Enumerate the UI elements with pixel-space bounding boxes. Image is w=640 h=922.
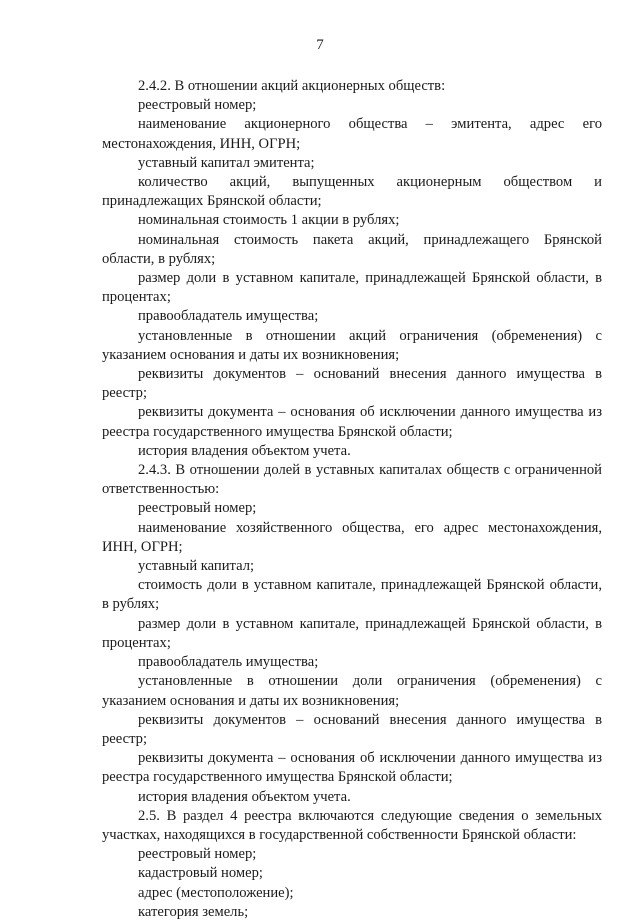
list-item: история владения объектом учета.: [138, 442, 351, 459]
list-item: реквизиты документа – основания об исключении данного имущества из реестра государственного имущества Брянской области;: [102, 750, 602, 786]
list-item: размер доли в уставном капитале, принадлежащей Брянской области, в процентах;: [102, 615, 602, 651]
list-item: правообладатель имущества;: [138, 654, 319, 671]
list-item: история владения объектом учета.: [138, 788, 351, 805]
list-item: реквизиты документов – оснований внесения данного имущества в реестр;: [102, 366, 602, 402]
list-item: реестровый номер;: [138, 500, 257, 517]
list-item: категория земель;: [138, 903, 249, 920]
list-item: количество акций, выпущенных акционерным обществом и принадлежащих Брянской области;: [102, 174, 602, 210]
list-item: реестровый номер;: [138, 846, 257, 863]
list-item: установленные в отношении доли ограничения (обременения) с указанием основания и даты их возникновения;: [102, 673, 602, 709]
section-2-4-3-heading: 2.4.3. В отношении долей в уставных капиталах обществ с ограниченной ответственностью:: [102, 462, 602, 498]
list-item: кадастровый номер;: [138, 865, 263, 882]
list-item: наименование акционерного общества – эмитента, адрес его местонахождения, ИНН, ОГРН;: [102, 116, 602, 152]
section-2-5-heading: 2.5. В раздел 4 реестра включаются следующие сведения о земельных участках, находящихся в государственной собственности Брянской области:: [102, 807, 602, 843]
list-item: реквизиты документа – основания об исключении данного имущества из реестра государственного имущества Брянской области;: [102, 404, 602, 440]
document-body: [102, 77, 602, 922]
list-item: номинальная стоимость 1 акции в рублях;: [138, 212, 400, 229]
list-item: уставный капитал;: [138, 558, 255, 575]
list-item: уставный капитал эмитента;: [138, 154, 315, 171]
list-item: правообладатель имущества;: [138, 308, 319, 325]
list-item: реквизиты документов – оснований внесения данного имущества в реестр;: [102, 711, 602, 747]
list-item: стоимость доли в уставном капитале, принадлежащей Брянской области, в рублях;: [102, 577, 602, 613]
section-2-4-2-heading: 2.4.2. В отношении акций акционерных обществ:: [138, 78, 446, 94]
list-item: размер доли в уставном капитале, принадлежащей Брянской области, в процентах;: [102, 270, 602, 306]
list-item: адрес (местоположение);: [138, 884, 294, 901]
page-number: 7: [316, 37, 324, 53]
list-item: установленные в отношении акций ограничения (обременения) с указанием основания и даты их возникновения;: [102, 327, 602, 363]
list-item: реестровый номер;: [138, 97, 257, 114]
list-item: наименование хозяйственного общества, его адрес местонахождения, ИНН, ОГРН;: [102, 519, 602, 555]
list-item: номинальная стоимость пакета акций, принадлежащего Брянской области, в рублях;: [102, 231, 602, 267]
